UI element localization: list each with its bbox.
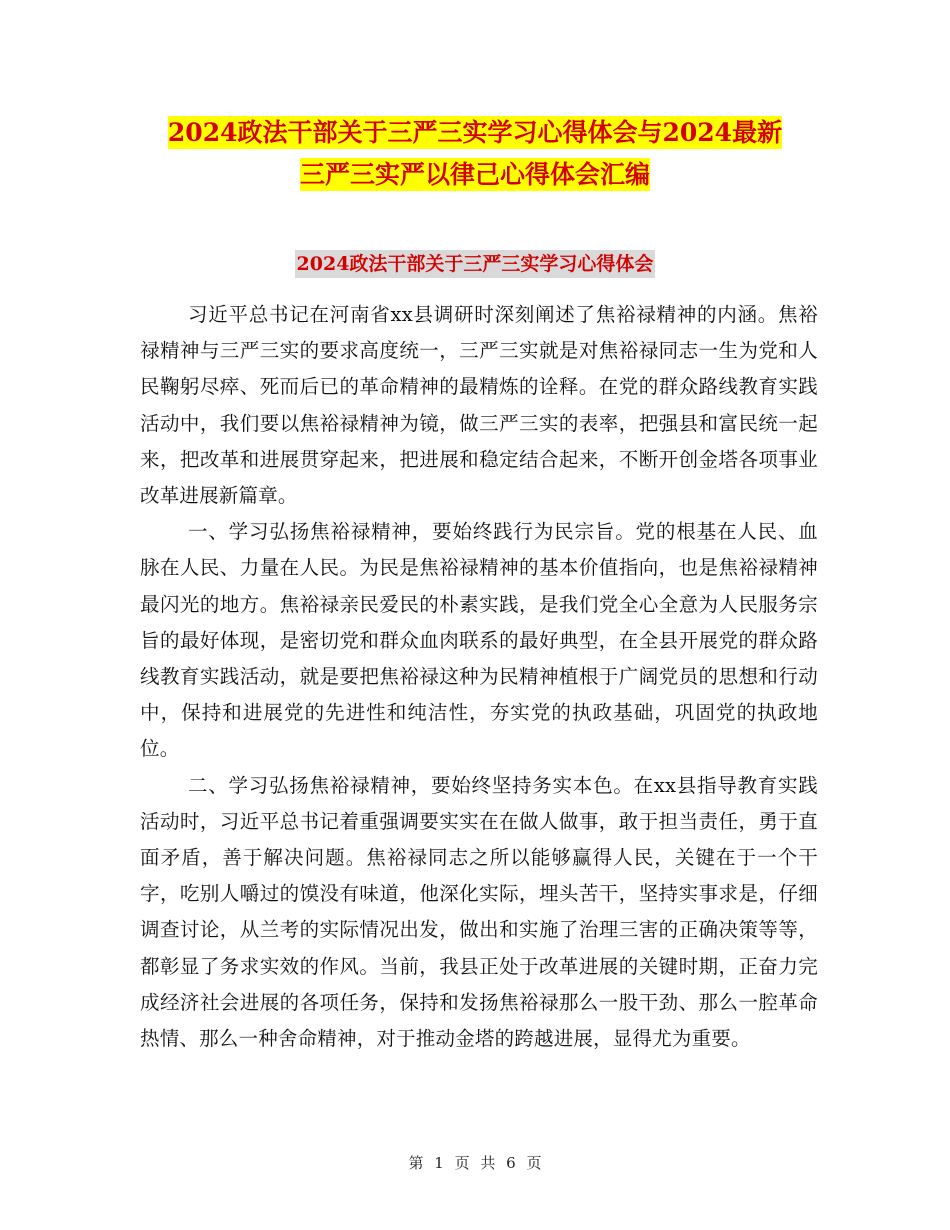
document-body [140,297,818,1057]
page-number-footer: 第 1 页 共 6 页 [408,1154,542,1172]
body-paragraph-3: 二、学习弘扬焦裕禄精神，要始终坚持务实本色。在xx县指导教育实践活动时，习近平总书记着重强调要实实在在做人做事，敢于担当责任，勇于直面矛盾，善于解决问题。焦裕禄同志之所以能够赢得人民，关键在于一个干字，吃别人嚼过的馍没有味道，他深化实际，埋头苦干，坚持实事求是，仔细调查讨论，从兰考的实际情况出发，做出和实施了治理三害的正确决策等等，都彰显了务求实效的作风。当前，我县正处于改革进展的关键时期，正奋力完成经济社会进展的各项任务，保持和发扬焦裕禄那么一股干劲、那么一腔革命热情、那么一种舍命精神，对于推动金塔的跨越进展，显得尤为重要。 [140,773,818,1051]
title-line-1-text: 2024政法干部关于三严三实学习心得体会与2024最新 [167,118,783,147]
body-paragraph-2: 一、学习弘扬焦裕禄精神，要始终践行为民宗旨。党的根基在人民、血脉在人民、力量在人民。为民是焦裕禄精神的基本价值指向，也是焦裕禄精神最闪光的地方。焦裕禄亲民爱民的朴素实践，是我们党全心全意为人民服务宗旨的最好体现，是密切党和群众血肉联系的最好典型，在全县开展党的群众路线教育实践活动，就是要把焦裕禄这种为民精神植根于广阔党员的思想和行动中，保持和进展党的先进性和纯洁性，夯实党的执政基础，巩固党的执政地位。 [140,520,818,761]
section-heading-text: 2024政法干部关于三严三实学习心得体会 [295,250,656,278]
section-heading [140,244,810,284]
body-paragraph-1: 习近平总书记在河南省xx县调研时深刻阐述了焦裕禄精神的内涵。焦裕禄精神与三严三实的要求高度统一，三严三实就是对焦裕禄同志一生为党和人民鞠躬尽瘁、死而后已的革命精神的最精炼的诠释。在党的群众路线教育实践活动中，我们要以焦裕禄精神为镜，做三严三实的表率，把强县和富民统一起来，把改革和进展贯穿起来，把进展和稳定结合起来，不断开创金塔各项事业改革进展新篇章。 [140,303,818,508]
document-title-line-2 [130,152,820,198]
document-title-line-1 [130,110,820,156]
title-line-2-text: 三严三实严以律己心得体会汇编 [299,160,650,189]
